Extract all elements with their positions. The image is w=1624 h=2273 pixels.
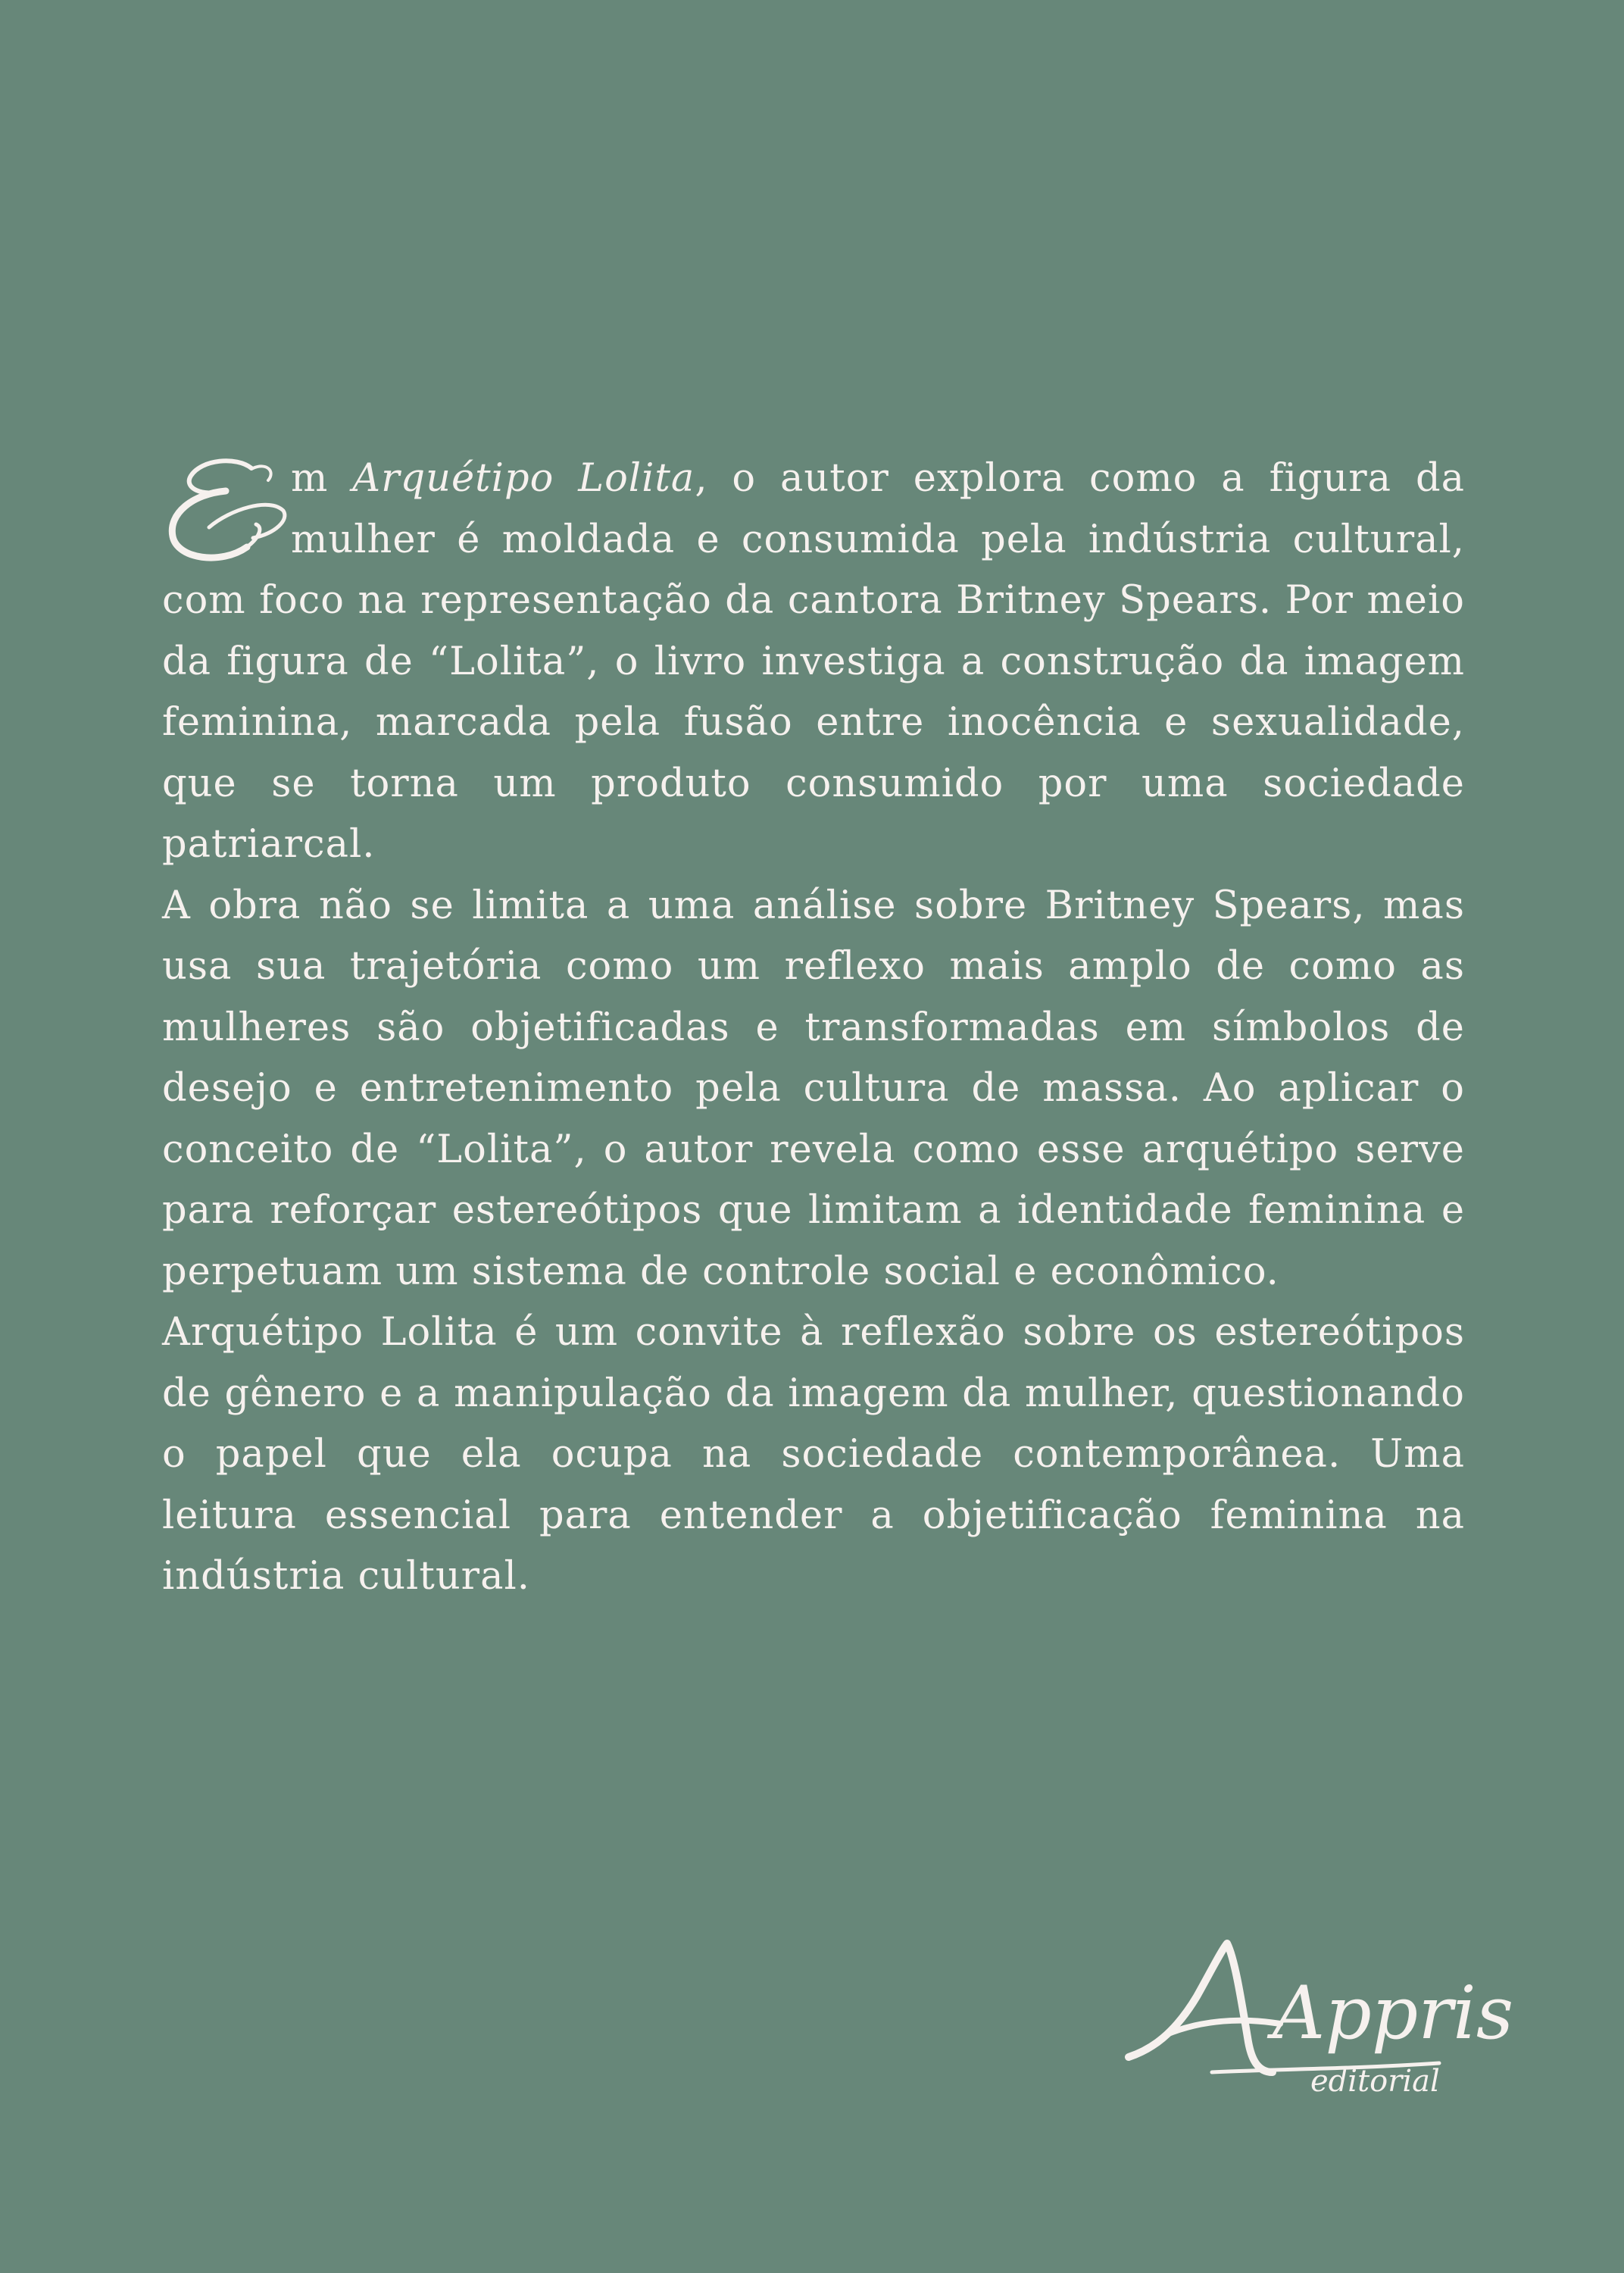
blurb-paragraph-3: Arquétipo Lolita é um convite à reflexão sobre os estereótipos de gênero e a manipulação da imagem da mulher, questionando o papel que ela ocupa na sociedade contemporânea. Uma leitura essencial para entender a objetificação feminina na indústria cultural.: [162, 1310, 1465, 1599]
book-blurb: [162, 449, 1465, 1608]
appris-editorial-logo: [1121, 1928, 1514, 2103]
drop-cap-e-glyph: [162, 455, 291, 568]
blurb-p1-rest: , o autor explora como a figura da mulher é moldada e consumida pela indústria cultural, com foco na representação da cantora Britney Spears. Por meio da figura de “Lolita”, o livro investiga a construção da imagem feminina, marcada pela fusão entre inocência e sexualidade, que se torna um produto consumido por uma sociedade patriarcal.: [162, 456, 1465, 867]
logo-sub-text: editorial: [1310, 2064, 1440, 2099]
logo-brand-text: Appris: [1273, 1971, 1514, 2056]
blurb-paragraph-2: A obra não se limita a uma análise sobre Britney Spears, mas usa sua trajetória como um reflexo mais amplo de como as mulheres são objetificadas e transformadas em símbolos de desejo e entretenimento pela cultura de massa. Ao aplicar o conceito de “Lolita”, o autor revela como esse arquétipo serve para reforçar estereótipos que limitam a identidade feminina e perpetuam um sistema de controle social e econômico.: [162, 883, 1465, 1294]
appris-logo-graphic: [1121, 1928, 1514, 2103]
book-title-italic: Arquétipo Lolita: [352, 456, 695, 501]
drop-cap: [162, 455, 283, 568]
blurb-p1-start: m: [291, 456, 353, 501]
blurb-paragraph-1: [162, 449, 1465, 876]
